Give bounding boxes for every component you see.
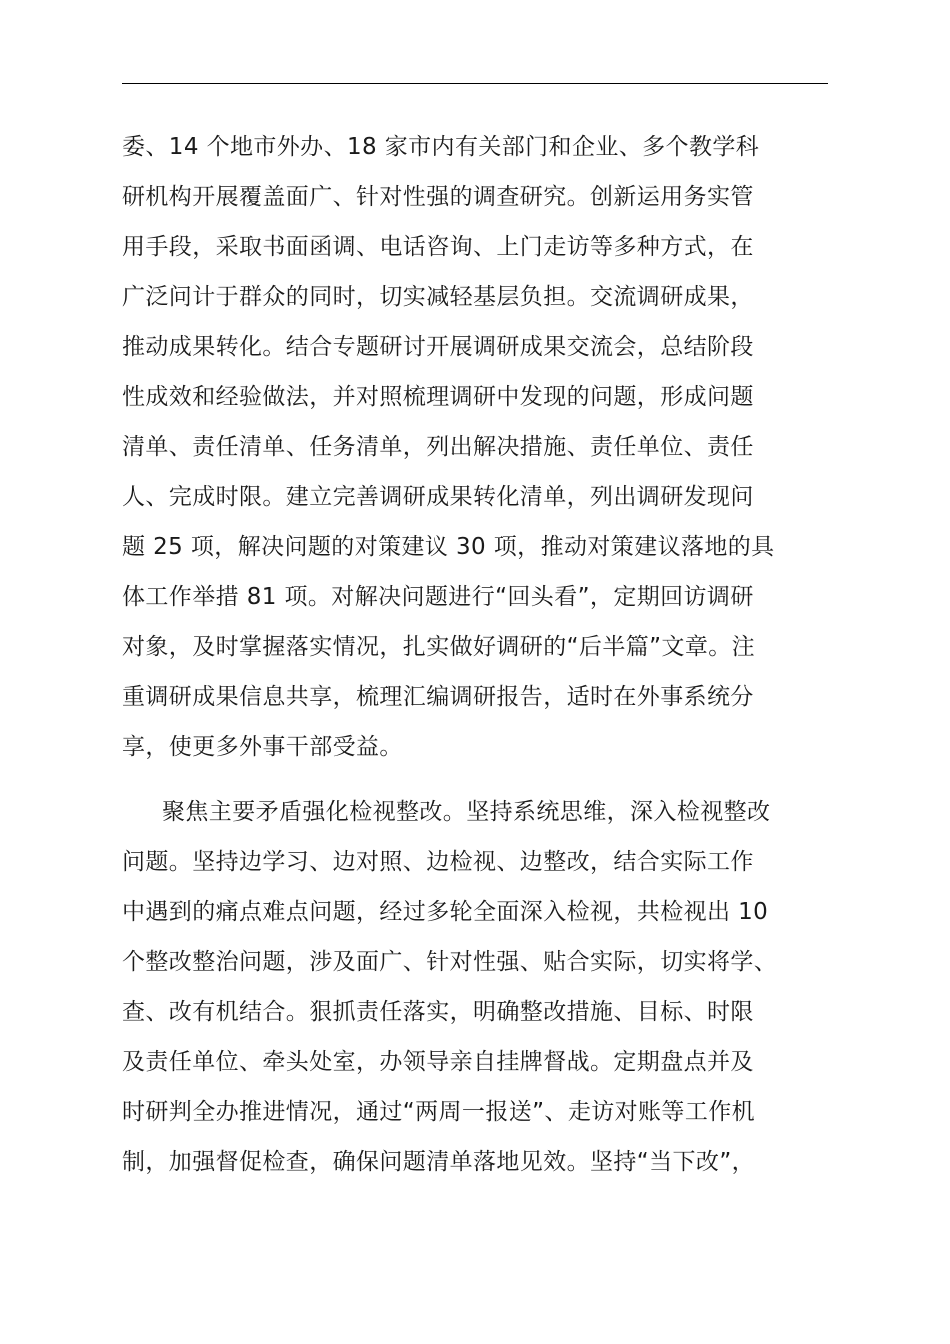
text-line: 个整改整治问题，涉及面广、针对性强、贴合实际，切实将学、 <box>122 949 778 975</box>
text-line: 制，加强督促检查，确保问题清单落地见效。坚持“当下改”， <box>122 1149 756 1175</box>
text-line: 研机构开展覆盖面广、针对性强的调查研究。创新运用务实管 <box>122 184 754 210</box>
text-line: 享，使更多外事干部受益。 <box>122 734 403 760</box>
text-line: 重调研成果信息共享，梳理汇编调研报告，适时在外事系统分 <box>122 684 754 710</box>
header-rule <box>122 83 828 84</box>
text-line: 中遇到的痛点难点问题，经过多轮全面深入检视，共检视出 10 <box>122 899 769 925</box>
paragraph-spacing <box>122 772 828 787</box>
text-line: 查、改有机结合。狠抓责任落实，明确整改措施、目标、时限 <box>122 999 754 1025</box>
text-line-indented: 聚焦主要矛盾强化检视整改。坚持系统思维，深入检视整改 <box>162 799 771 825</box>
text-line: 题 25 项，解决问题的对策建议 30 项，推动对策建议落地的具 <box>122 534 775 560</box>
paragraph-2 <box>122 787 828 1187</box>
text-line: 人、完成时限。建立完善调研成果转化清单，列出调研发现问 <box>122 484 754 510</box>
text-line: 委、14 个地市外办、18 家市内有关部门和企业、多个教学科 <box>122 134 760 160</box>
paragraph-1 <box>122 122 828 772</box>
text-line: 对象，及时掌握落实情况，扎实做好调研的“后半篇”文章。注 <box>122 634 756 660</box>
text-line: 清单、责任清单、任务清单，列出解决措施、责任单位、责任 <box>122 434 754 460</box>
text-line: 及责任单位、牵头处室，办领导亲自挂牌督战。定期盘点并及 <box>122 1049 754 1075</box>
text-line: 体工作举措 81 项。对解决问题进行“回头看”，定期回访调研 <box>122 584 754 610</box>
text-line: 用手段，采取书面函调、电话咨询、上门走访等多种方式，在 <box>122 234 754 260</box>
text-line: 广泛问计于群众的同时，切实减轻基层负担。交流调研成果， <box>122 284 754 310</box>
text-line: 时研判全办推进情况，通过“两周一报送”、走访对账等工作机 <box>122 1099 756 1125</box>
text-line: 推动成果转化。结合专题研讨开展调研成果交流会，总结阶段 <box>122 334 754 360</box>
text-line: 问题。坚持边学习、边对照、边检视、边整改，结合实际工作 <box>122 849 754 875</box>
document-body <box>122 122 828 1187</box>
text-line: 性成效和经验做法，并对照梳理调研中发现的问题，形成问题 <box>122 384 754 410</box>
